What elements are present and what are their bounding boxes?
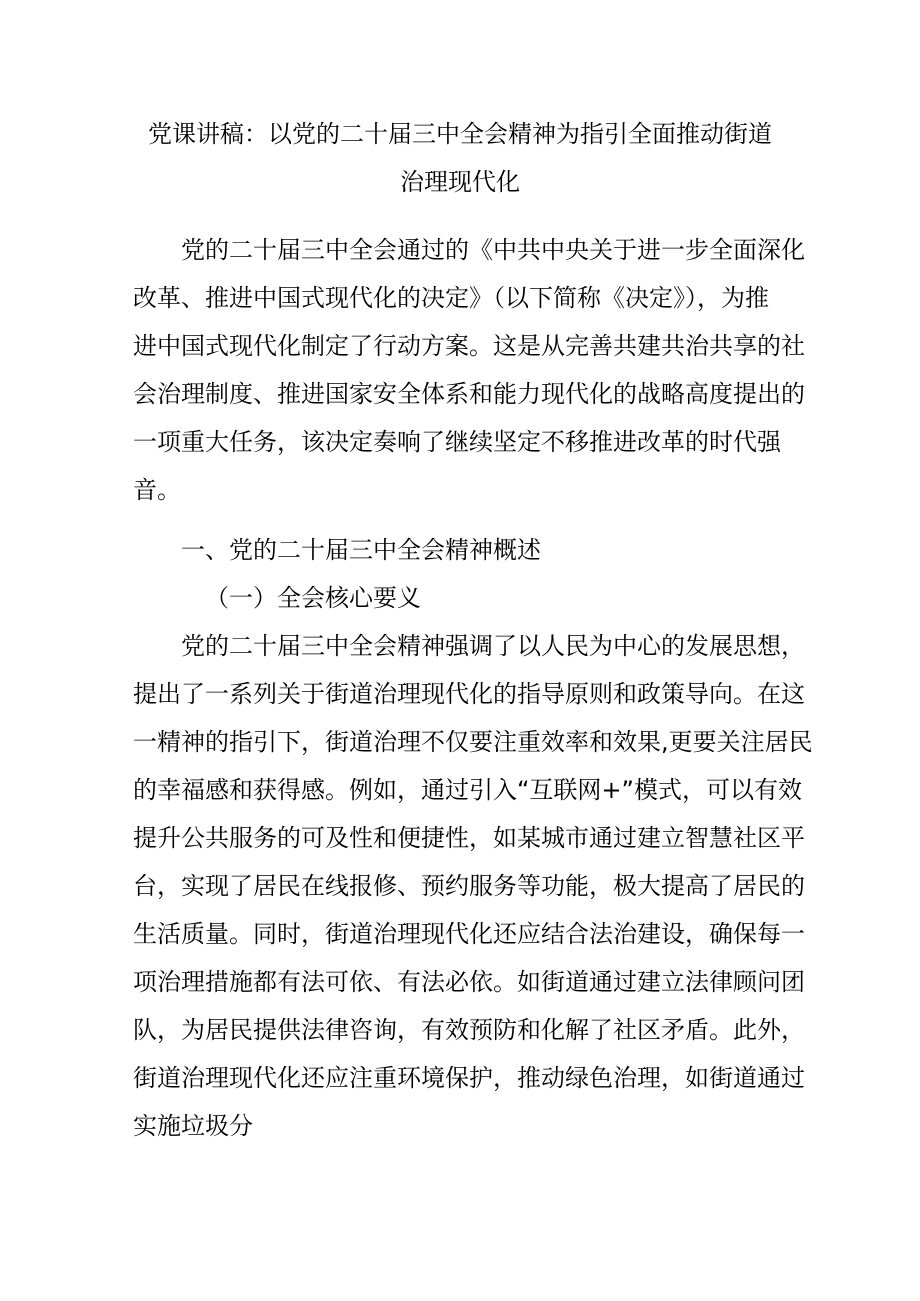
paragraph-line: 改革、推进中国式现代化的决定》（以下简称《决定》），为推 — [133, 284, 769, 312]
paragraph-line: 一精神的指引下，街道治理不仅要注重效率和效果,更要关注居民 — [133, 728, 813, 756]
section-heading: 一、党的二十届三中全会精神概述 — [181, 536, 541, 564]
paragraph-line: 提升公共服务的可及性和便捷性，如某城市通过建立智慧社区平 — [133, 824, 805, 852]
subsection-heading: （一）全会核心要义 — [205, 584, 421, 612]
paragraph-line: 党的二十届三中全会精神强调了以人民为中心的发展思想， — [181, 632, 805, 660]
paragraph-core — [133, 622, 813, 1150]
paragraph-line: 会治理制度、推进国家安全体系和能力现代化的战略高度提出的 — [133, 380, 805, 408]
paragraph-line: 台，实现了居民在线报修、预约服务等功能，极大提高了居民的 — [133, 872, 805, 900]
paragraph-line: 实施垃圾分 — [133, 1112, 253, 1140]
paragraph-line: 一项重大任务，该决定奏响了继续坚定不移推进改革的时代强 — [133, 428, 781, 456]
document-body — [133, 226, 813, 1150]
paragraph-line: 的幸福感和获得感。例如，通过引入“互联网+”模式，可以有效 — [133, 776, 802, 804]
paragraph-line: 提出了一系列关于街道治理现代化的指导原则和政策导向。在这 — [133, 680, 805, 708]
paragraph-line: 党的二十届三中全会通过的《中共中央关于进一步全面深化 — [181, 236, 805, 264]
title-line: 党课讲稿：以党的二十届三中全会精神为指引全面推动街道 — [148, 120, 772, 148]
paragraph-line: 音。 — [133, 476, 181, 504]
paragraph-intro — [133, 226, 805, 514]
paragraph-line: 生活质量。同时，街道治理现代化还应结合法治建设，确保每一 — [133, 920, 805, 948]
paragraph-line: 进中国式现代化制定了行动方案。这是从完善共建共治共享的社 — [133, 332, 805, 360]
paragraph-line: 队，为居民提供法律咨询，有效预防和化解了社区矛盾。此外， — [133, 1016, 805, 1044]
title-line: 治理现代化 — [400, 168, 520, 196]
document-title — [130, 110, 790, 206]
paragraph-line: 项治理措施都有法可依、有法必依。如街道通过建立法律顾问团 — [133, 968, 805, 996]
paragraph-line: 街道治理现代化还应注重环境保护，推动绿色治理，如街道通过 — [133, 1064, 805, 1092]
